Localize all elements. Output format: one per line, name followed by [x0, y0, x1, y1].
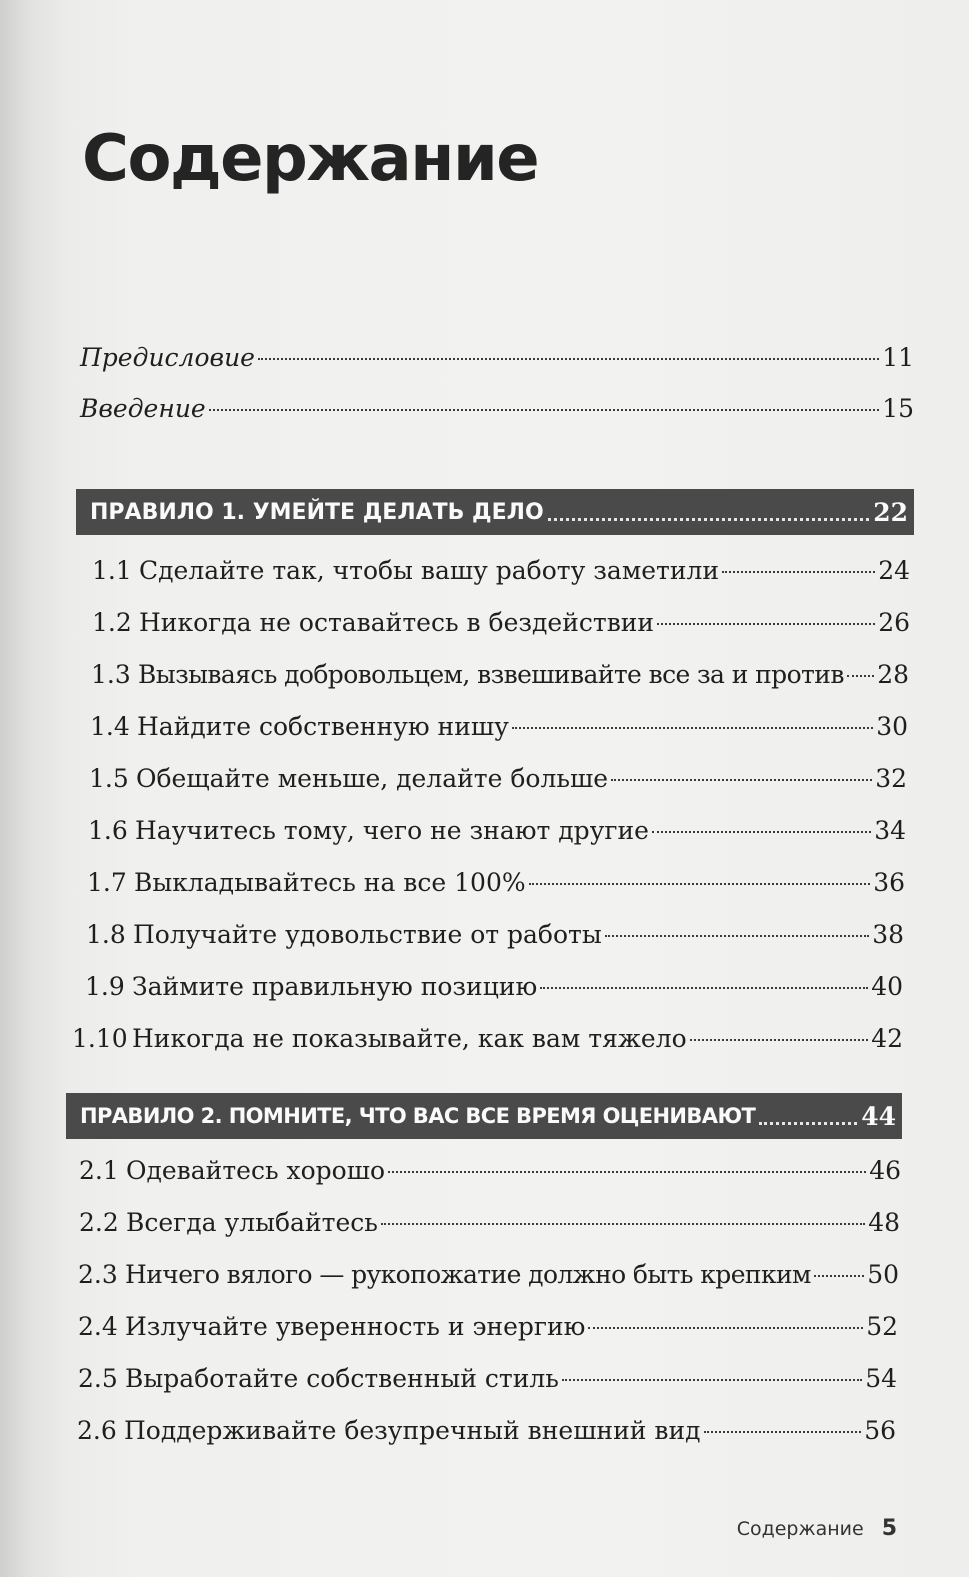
dot-leader: [690, 1039, 869, 1041]
toc-entry-number: 1.1: [92, 556, 132, 585]
toc-entry-number: 1.4: [90, 712, 130, 741]
toc-entry-number: 2.5: [78, 1364, 118, 1393]
section-header-label: ПРАВИЛО 1. УМЕЙТЕ ДЕЛАТЬ ДЕЛО: [90, 499, 544, 525]
footer-label: Содержание: [736, 1518, 864, 1540]
toc-entry-1-1: [92, 556, 910, 586]
toc-entry-number: 2.6: [77, 1416, 117, 1445]
toc-entry-number: 2.4: [78, 1312, 118, 1341]
toc-entry-title: Найдите собственную нишу: [137, 712, 509, 741]
toc-entry-number: 1.9: [85, 972, 125, 1001]
dot-leader: [512, 727, 873, 729]
toc-entry-title: Обещайте меньше, делайте больше: [136, 764, 609, 793]
toc-entry-2-2: [79, 1208, 900, 1238]
page-title: Содержание: [82, 122, 539, 196]
toc-entry-title: Предисловие: [80, 343, 255, 372]
section-header-rule-1: [76, 489, 914, 535]
dot-leader: [588, 1327, 863, 1329]
toc-entry-page: 30: [876, 712, 908, 741]
toc-entry-page: 26: [878, 608, 910, 637]
toc-entry-1-9: [85, 972, 903, 1002]
toc-entry-page: 11: [882, 343, 914, 372]
toc-entry-title: Займите правильную позицию: [132, 972, 538, 1001]
dot-leader: [540, 987, 868, 989]
toc-entry-page: 48: [868, 1208, 900, 1237]
toc-entry-page: 46: [869, 1156, 901, 1185]
toc-entry-title: Введение: [80, 394, 206, 423]
toc-entry-1-8: [86, 920, 904, 950]
toc-entry-2-3: [78, 1260, 899, 1290]
toc-entry-1-4: [90, 712, 908, 742]
toc-entry-1-7: [87, 868, 905, 898]
toc-entry-title: Выработайте собственный стиль: [125, 1364, 559, 1393]
toc-entry-page: 34: [874, 816, 906, 845]
section-header-rule-2: [66, 1093, 902, 1139]
toc-entry-page: 52: [866, 1312, 898, 1341]
toc-entry-number: 1.2: [92, 608, 132, 637]
toc-entry-page: 54: [865, 1364, 897, 1393]
toc-entry-number: 2.3: [78, 1260, 118, 1289]
toc-entry-page: 40: [871, 972, 903, 1001]
toc-entry-title: Никогда не оставайтесь в бездействии: [139, 608, 655, 637]
dot-leader: [722, 571, 875, 573]
toc-entry-title: Ничего вялого — рукопожатие должно быть крепким: [125, 1260, 811, 1289]
toc-entry-number: 1.5: [89, 764, 129, 793]
toc-entry-title: Получайте удовольствие от работы: [133, 920, 602, 949]
toc-entry-number: 1.8: [86, 920, 126, 949]
toc-entry-1-5: [89, 764, 907, 794]
toc-entry-1-6: [88, 816, 906, 846]
dot-leader: [759, 1122, 857, 1125]
dot-leader: [381, 1223, 865, 1225]
dot-leader: [529, 883, 871, 885]
dot-leader: [611, 779, 872, 781]
toc-entry-title: Сделайте так, чтобы вашу работу заметили: [139, 556, 720, 585]
toc-entry-page: 36: [873, 868, 905, 897]
page-number: 5: [881, 1516, 897, 1541]
toc-entry-number: 1.6: [88, 816, 128, 845]
toc-entry-2-6: [77, 1416, 896, 1446]
toc-entry-preface: [80, 343, 914, 373]
toc-entry-page: 32: [875, 764, 907, 793]
toc-entry-title: Научитесь тому, чего не знают другие: [135, 816, 649, 845]
dot-leader: [847, 675, 874, 677]
toc-entry-page: 50: [867, 1260, 899, 1289]
toc-entry-introduction: [80, 394, 914, 424]
toc-entry-2-4: [78, 1312, 898, 1342]
toc-entry-number: 1.7: [87, 868, 127, 897]
toc-entry-2-5: [78, 1364, 897, 1394]
dot-leader: [657, 623, 875, 625]
toc-entry-page: 42: [871, 1024, 903, 1053]
section-header-page: 22: [873, 497, 908, 527]
dot-leader: [388, 1171, 866, 1173]
toc-entry-number: 2.1: [79, 1156, 119, 1185]
toc-entry-page: 28: [877, 660, 909, 689]
dot-leader: [814, 1275, 864, 1277]
dot-leader: [562, 1379, 862, 1381]
toc-entry-title: Вызываясь добровольцем, взвешивайте все за и против: [138, 660, 844, 689]
toc-entry-title: Выкладывайтесь на все 100%: [134, 868, 526, 897]
dot-leader: [704, 1431, 862, 1433]
toc-entry-page: 15: [882, 394, 914, 423]
toc-entry-title: Одевайтесь хорошо: [126, 1156, 386, 1185]
toc-entry-1-2: [92, 608, 910, 638]
section-header-page: 44: [861, 1101, 896, 1131]
toc-entry-page: 56: [864, 1416, 896, 1445]
dot-leader: [258, 358, 879, 360]
section-header-label: ПРАВИЛО 2. ПОМНИТЕ, ЧТО ВАС ВСЕ ВРЕМЯ ОЦЕНИВАЮТ: [80, 1104, 756, 1128]
toc-entry-page: 38: [872, 920, 904, 949]
dot-leader: [209, 409, 879, 411]
toc-entry-number: 1.10: [72, 1024, 128, 1053]
toc-entry-title: Всегда улыбайтесь: [126, 1208, 378, 1237]
dot-leader: [605, 935, 869, 937]
toc-entry-number: 2.2: [79, 1208, 119, 1237]
toc-entry-title: Излучайте уверенность и энергию: [125, 1312, 586, 1341]
toc-entry-2-1: [79, 1156, 901, 1186]
toc-entry-title: Никогда не показывайте, как вам тяжело: [132, 1024, 687, 1053]
dot-leader: [548, 518, 870, 521]
page-footer: [737, 1516, 897, 1541]
toc-entry-1-3: [91, 660, 909, 690]
toc-entry-page: 24: [878, 556, 910, 585]
toc-entry-number: 1.3: [91, 660, 131, 689]
toc-entry-title: Поддерживайте безупречный внешний вид: [124, 1416, 701, 1445]
dot-leader: [652, 831, 871, 833]
toc-entry-1-10: [72, 1024, 903, 1054]
